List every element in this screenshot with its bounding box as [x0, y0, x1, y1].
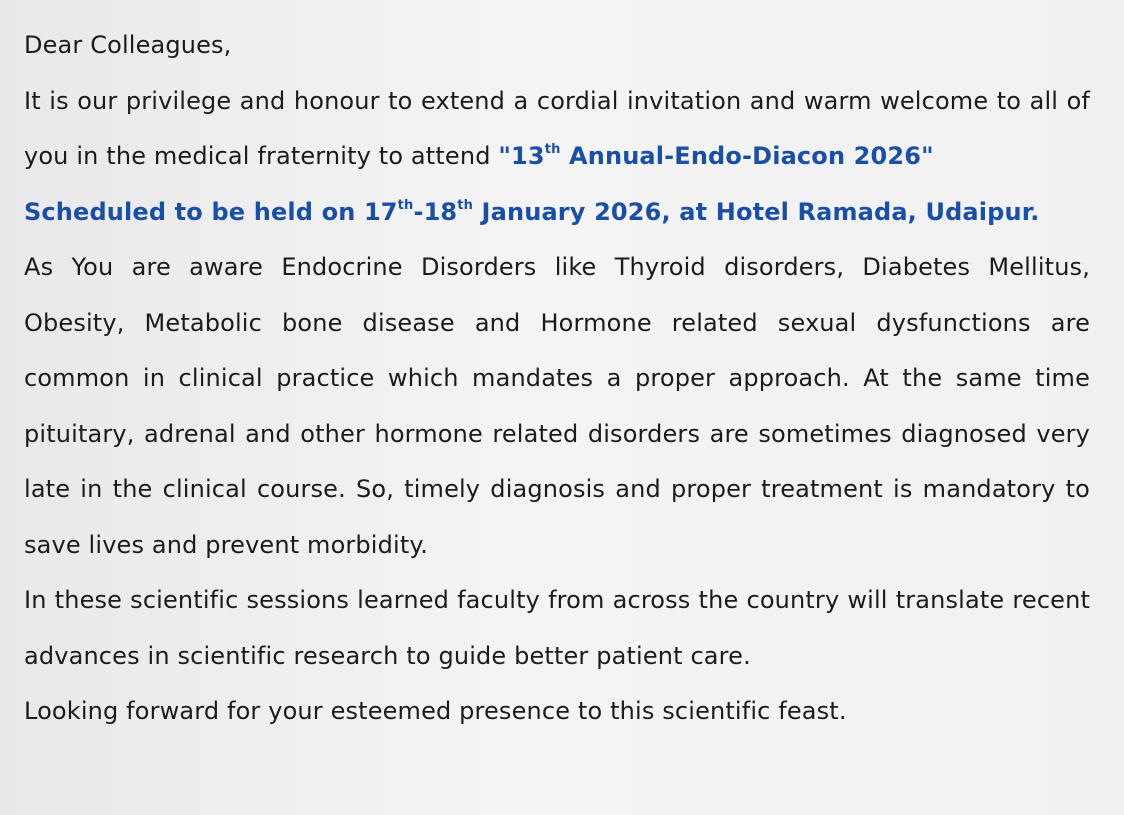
event-quote-open: "13 [498, 142, 545, 170]
date-start-suffix: th [397, 197, 414, 213]
event-title: Annual-Endo-Diacon 2026" [560, 142, 934, 170]
disorders-paragraph: As You are aware Endocrine Disorders like Thyroid disorders, Diabetes Mellitus, Obesity, Metabolic bone disease and Hormone related sexual dysfunctions are common in clinical practice which mandates a proper approach. At the same time pituitary, adrenal and other hormone related disorders are sometimes diagnosed very late in the clinical course. So, timely diagnosis and proper treatment is mandatory to save lives and prevent morbidity. [24, 253, 1090, 559]
sessions-paragraph: In these scientific sessions learned faculty from across the country will translate recent advances in scientific research to guide better patient care. [24, 586, 1090, 670]
event-schedule [24, 198, 1040, 226]
schedule-prefix: Scheduled to be held on 17 [24, 197, 398, 226]
schedule-venue: January 2026, at Hotel Ramada, Udaipur. [473, 197, 1040, 226]
date-end-suffix: th [457, 197, 474, 213]
intro-paragraph [24, 74, 1090, 241]
intro-text: It is our privilege and honour to extend a cordial invitation and warm welcome to all of you in the medical fraternity to attend [24, 86, 1090, 170]
invitation-letter [24, 18, 1090, 740]
event-name [498, 142, 933, 170]
closing-line: Looking forward for your esteemed presence to this scientific feast. [24, 697, 847, 725]
date-separator: -18 [413, 197, 458, 226]
salutation: Dear Colleagues, [24, 31, 232, 59]
event-ordinal-suffix: th [544, 142, 561, 157]
